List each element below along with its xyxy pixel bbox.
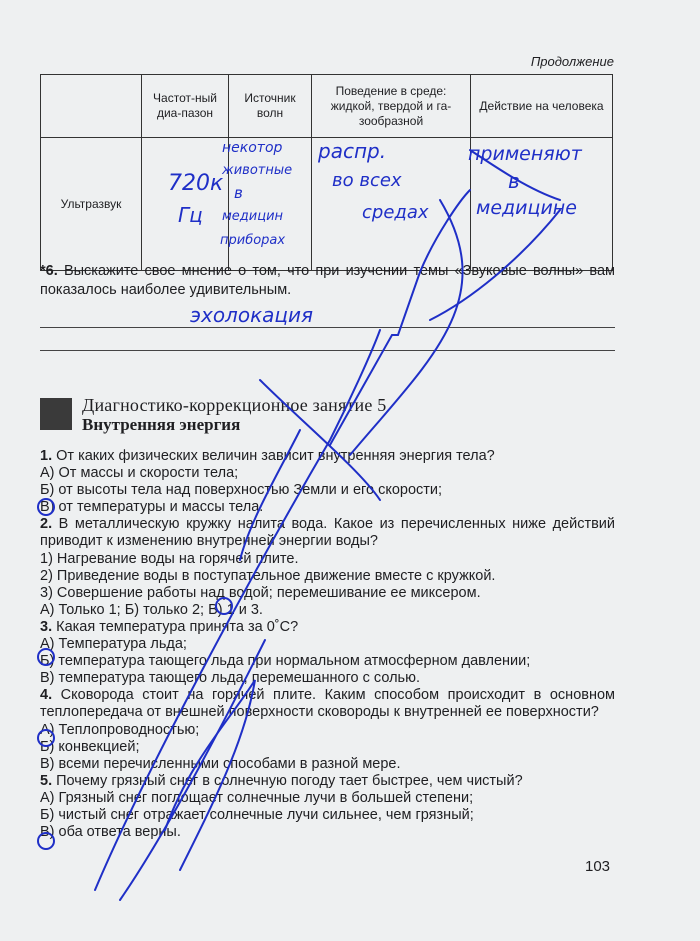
page-number: 103 [585, 858, 611, 875]
hw-effect-3: медицине [476, 197, 577, 219]
table-header-effect: Действие на человека [471, 75, 613, 138]
question-3-option-a: А) Температура льда; [40, 636, 187, 653]
question-3-option-b: Б) температура тающего льда при нормальном атмосферном давлении; [40, 653, 531, 670]
question-2-option-3: 3) Совершение работы над водой; перемешивание ее миксером. [40, 584, 481, 601]
section-subtitle: Внутренняя энергия [82, 415, 241, 434]
hw-answer-6: эхолокация [190, 303, 314, 327]
answer-circle [38, 730, 54, 746]
section-title: Диагностико-коррекционное занятие 5 [82, 395, 387, 415]
question-1-text: От каких физических величин зависит внутренняя энергия тела? [56, 448, 495, 464]
hw-behavior-2: во всех [332, 170, 402, 191]
hw-behavior-1: распр. [318, 139, 387, 163]
hw-source-4: медицин [222, 209, 284, 224]
question-3-option-c: В) температура тающего льда, перемешанного с солью. [40, 670, 420, 687]
question-4-text: Сковорода стоит на горячей плите. Каким способом происходит в основном теплопередача от внешней поверхности сковороды к внутренней ее поверхности? [40, 687, 615, 721]
question-2-option-1: 1) Нагревание воды на горячей плите. [40, 550, 299, 567]
continuation-label: Продолжение [530, 54, 614, 69]
question-6-text: Выскажите свое мнение о том, что при изучении темы «Звуковые волны» вам показалось наиболее удивительным. [40, 263, 615, 298]
question-1-number: 1. [40, 448, 53, 464]
hw-range-2: Гц [178, 203, 203, 227]
hw-range-1: 720к [168, 171, 224, 196]
question-2-answers: А) Только 1; Б) только 2; В) 1 и 3. [40, 601, 263, 618]
hw-source-3: в [234, 184, 243, 202]
question-1-option-a: А) От массы и скорости тела; [40, 465, 239, 482]
answer-circle [38, 833, 54, 849]
table-header-frequency: Частот-ный диа-пазон [142, 75, 229, 138]
ink-scribble [350, 200, 463, 455]
question-3-number: 3. [40, 618, 53, 635]
question-5-number: 5. [40, 772, 53, 789]
ink-scribble [165, 680, 255, 870]
answer-circle [216, 598, 232, 614]
question-4-number: 4. [40, 687, 53, 704]
ink-scribble [330, 190, 470, 445]
question-2-option-2: 2) Приведение воды в поступательное движение вместе с кружкой. [40, 567, 496, 584]
question-1-option-c: В) от температуры и массы тела. [40, 499, 264, 516]
question-1-option-b: Б) от высоты тела над поверхностью Земли и его скорости; [40, 482, 443, 499]
question-6-number: *6. [40, 263, 58, 279]
table-header-behavior: Поведение в среде: жидкой, твердой и га-зообразной [312, 75, 471, 138]
hw-effect-2: в [508, 169, 520, 193]
question-5-option-c: В) оба ответа верны. [40, 824, 181, 841]
hw-behavior-3: средах [362, 202, 429, 223]
question-5-option-b: Б) чистый снег отражает солнечные лучи сильнее, чем грязный; [40, 806, 474, 823]
hw-source-5: приборах [220, 233, 286, 248]
question-2-text: В металлическую кружку налита вода. Какое из перечисленных ниже действий приводит к изменению внутренней энергии воды? [40, 516, 615, 550]
ink-scribble [240, 430, 300, 560]
hw-source-1: некотор [222, 140, 283, 156]
answer-circle [38, 499, 54, 515]
row-label-ultrasound: Ультразвук [41, 138, 142, 271]
question-3-text: Какая температура принята за 0˚С? [56, 618, 299, 635]
hw-source-2: животные [222, 163, 293, 178]
answer-circle [38, 649, 54, 665]
ink-scribble [430, 210, 560, 320]
question-4-option-b: Б) конвекцией; [40, 738, 140, 755]
table-header-source: Источник волн [229, 75, 312, 138]
ink-scribble [95, 330, 380, 890]
question-5-text: Почему грязный снег в солнечную погоду тает быстрее, чем чистый? [56, 772, 523, 789]
question-5-option-a: А) Грязный снег поглощает солнечные лучи в большей степени; [40, 789, 474, 806]
hw-effect-1: применяют [468, 143, 582, 165]
question-4-option-c: В) всеми перечисленными способами в разной мере. [40, 755, 401, 772]
question-2-number: 2. [40, 516, 53, 533]
question-4-option-a: А) Теплопроводностью; [40, 721, 200, 738]
